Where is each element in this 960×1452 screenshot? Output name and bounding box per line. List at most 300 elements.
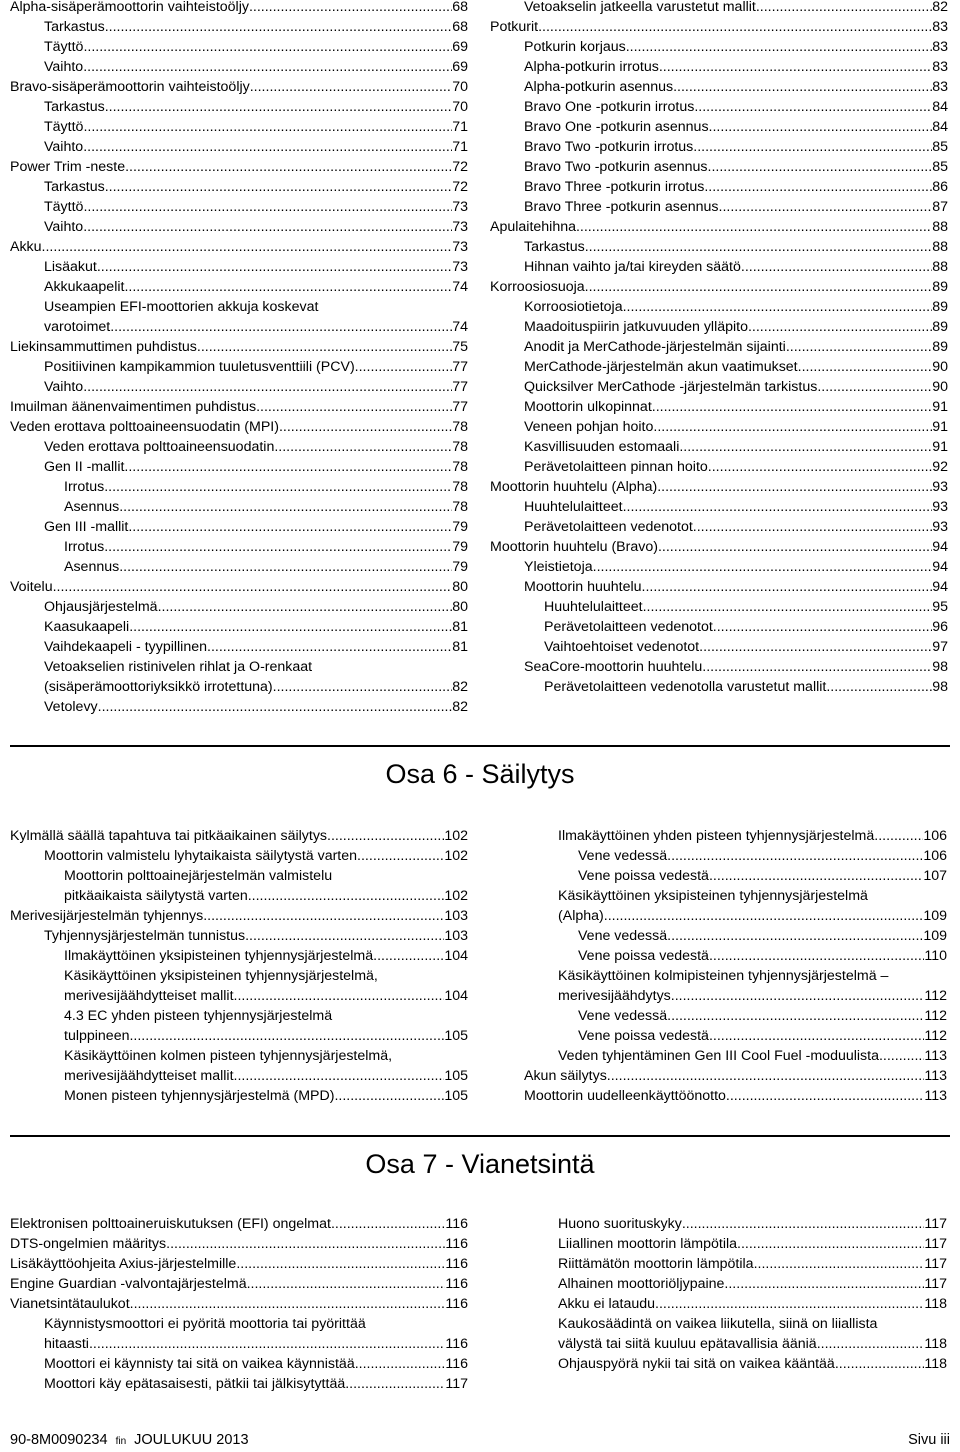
toc-entry-title: (Alpha) [558, 908, 604, 924]
toc-page-number: 72 [452, 179, 468, 195]
toc-entry-title: Moottorin huuhtelu [524, 579, 642, 595]
toc-entry[interactable] [10, 377, 468, 397]
toc-page-number: 82 [932, 0, 948, 15]
toc-entry[interactable] [10, 297, 468, 337]
toc-entry[interactable] [10, 617, 468, 637]
toc-entry[interactable] [490, 337, 948, 357]
footer-left [10, 1430, 249, 1452]
toc-entry[interactable] [490, 617, 948, 637]
toc-entry[interactable] [524, 1234, 947, 1254]
toc-entry-row [578, 1006, 947, 1026]
toc-entry[interactable] [490, 577, 948, 597]
language-code: fin [115, 1436, 127, 1447]
toc-entry[interactable] [524, 846, 947, 866]
toc-entry-title: Merivesijärjestelmän tyhjennys [10, 908, 204, 924]
toc-entry-row [64, 946, 468, 966]
toc-entry-row [578, 1026, 947, 1046]
toc-entry[interactable] [10, 906, 468, 926]
toc-entry[interactable] [490, 637, 948, 657]
toc-entry[interactable] [10, 1314, 468, 1354]
toc-entry[interactable] [10, 1046, 468, 1086]
toc-entry-title: Ohjauspyörä nykii tai sitä on vaikea kääntää [558, 1356, 835, 1372]
toc-entry[interactable] [10, 697, 468, 717]
toc-entry-row [558, 1334, 947, 1354]
toc-entry[interactable] [10, 1086, 468, 1106]
toc-entry[interactable] [490, 477, 948, 497]
toc-entry-title: Gen III -mallit [44, 519, 129, 535]
toc-page-number: 110 [924, 948, 947, 964]
toc-entry[interactable] [10, 946, 468, 966]
toc-page-number: 93 [932, 519, 948, 535]
toc-entry[interactable] [10, 57, 468, 77]
toc-entry[interactable] [10, 217, 468, 237]
toc-entry-title: Ilmakäyttöinen yksipisteinen tyhjennysjärjestelmä [64, 948, 374, 964]
toc-dot-leader [124, 277, 452, 297]
toc-dot-leader [250, 77, 452, 97]
toc-entry-row [44, 217, 468, 237]
toc-entry[interactable] [490, 277, 948, 297]
toc-entry-row [64, 477, 468, 497]
toc-dot-leader [653, 417, 932, 437]
toc-dot-leader [197, 337, 452, 357]
toc-entry[interactable] [490, 237, 948, 257]
toc-entry-row [44, 926, 468, 946]
toc-entry-row [578, 846, 947, 866]
toc-entry[interactable] [10, 17, 468, 37]
toc-entry[interactable] [490, 117, 948, 137]
toc-page-number: 71 [452, 139, 468, 155]
toc-entry-title: Bravo Three -potkurin irrotus [524, 179, 705, 195]
toc-entry[interactable] [524, 1294, 947, 1314]
toc-entry[interactable] [490, 437, 948, 457]
toc-entry-row [44, 57, 468, 77]
toc-entry-title: Vaihdekaapeli - tyypillinen [44, 639, 207, 655]
toc-page-number: 74 [452, 279, 468, 295]
toc-entry[interactable] [10, 357, 468, 377]
toc-entry-title: Perävetolaitteen vedenotot [544, 619, 713, 635]
toc-entry-title: Vene poissa vedestä [578, 1028, 709, 1044]
toc-dot-leader [817, 377, 932, 397]
toc-page-number: 116 [445, 1256, 468, 1272]
toc-entry-title: Perävetolaitteen vedenotolla varustetut mallit [544, 679, 827, 695]
toc-dot-leader [538, 17, 932, 37]
toc-entry-title: Maadoituspiirin jatkuvuuden ylläpito [524, 319, 748, 335]
toc-entry-row [10, 1274, 468, 1294]
toc-page-number: 79 [452, 559, 468, 575]
toc-entry[interactable] [10, 826, 468, 846]
toc-page-number: 109 [923, 908, 947, 924]
toc-entry[interactable] [524, 1254, 947, 1274]
toc-dot-leader [719, 197, 933, 217]
toc-entry[interactable] [524, 1314, 947, 1354]
toc-entry-title-line: Käynnistysmoottori ei pyöritä moottoria tai pyörittää [44, 1316, 366, 1332]
toc-entry[interactable] [10, 137, 468, 157]
toc-entry[interactable] [524, 826, 947, 846]
toc-entry-row [558, 1294, 947, 1314]
toc-entry[interactable] [524, 926, 947, 946]
toc-page-number: 89 [932, 319, 948, 335]
toc-entry[interactable] [524, 1214, 947, 1234]
toc-entry[interactable] [490, 0, 948, 17]
toc-entry-title: Akun säilytys [524, 1068, 607, 1084]
toc-dot-leader [104, 477, 452, 497]
toc-entry-row [44, 377, 468, 397]
toc-entry[interactable] [490, 37, 948, 57]
toc-entry-title: Bravo Two -potkurin irrotus [524, 139, 694, 155]
toc-entry[interactable] [10, 257, 468, 277]
toc-entry-row [544, 677, 948, 697]
toc-entry-row [44, 357, 468, 377]
toc-entry-row [44, 137, 468, 157]
toc-page-number: 87 [932, 199, 948, 215]
toc-entry-title: Vene poissa vedestä [578, 948, 709, 964]
section-7-right-column [524, 1214, 947, 1374]
toc-dot-leader [345, 1374, 445, 1394]
toc-entry[interactable] [490, 297, 948, 317]
section-6-title: Osa 6 - Säilytys [385, 759, 575, 789]
toc-dot-leader [748, 317, 932, 337]
section-6-right-column [524, 826, 947, 1106]
toc-dot-leader [83, 117, 452, 137]
toc-page-number: 80 [452, 599, 468, 615]
toc-entry-title: Korroosiotietoja [524, 299, 623, 315]
toc-entry[interactable] [490, 397, 948, 417]
toc-entry[interactable] [490, 157, 948, 177]
toc-dot-leader [119, 497, 452, 517]
toc-entry-row [44, 317, 468, 337]
toc-entry[interactable] [10, 657, 468, 697]
toc-dot-leader [274, 437, 452, 457]
toc-entry[interactable] [490, 177, 948, 197]
toc-entry[interactable] [524, 966, 947, 1006]
toc-dot-leader [671, 986, 925, 1006]
toc-entry[interactable] [10, 1006, 468, 1046]
toc-page-number: 118 [924, 1296, 947, 1312]
toc-entry[interactable] [490, 457, 948, 477]
toc-entry[interactable] [10, 966, 468, 1006]
toc-page-number: 83 [932, 79, 948, 95]
toc-entry-title: Moottorin huuhtelu (Bravo) [490, 539, 658, 555]
toc-dot-leader [652, 397, 932, 417]
toc-entry[interactable] [490, 97, 948, 117]
toc-entry-title: Perävetolaitteen pinnan hoito [524, 459, 708, 475]
toc-entry[interactable] [10, 397, 468, 417]
toc-page-number: 106 [923, 828, 947, 844]
toc-entry[interactable] [490, 317, 948, 337]
toc-entry[interactable] [490, 537, 948, 557]
toc-entry-title: Alhainen moottoriöljypaine [558, 1276, 725, 1292]
toc-dot-leader [643, 597, 933, 617]
toc-page-number: 104 [444, 948, 468, 964]
toc-page-number: 109 [923, 928, 947, 944]
toc-entry[interactable] [490, 517, 948, 537]
toc-entry-row [10, 0, 468, 17]
toc-entry[interactable] [490, 137, 948, 157]
toc-dot-leader [874, 826, 923, 846]
toc-entry-row [524, 557, 948, 577]
toc-entry[interactable] [10, 1354, 468, 1374]
toc-entry-title: Korroosiosuoja [490, 279, 585, 295]
toc-entry[interactable] [10, 1214, 468, 1234]
toc-entry-row [10, 157, 468, 177]
toc-dot-leader [667, 1006, 924, 1026]
toc-entry-title: Moottorin valmistelu lyhytaikaista säilytystä varten [44, 848, 358, 864]
toc-entry-title: Elektronisen polttoaineruiskutuksen (EFI) ongelmat [10, 1216, 331, 1232]
toc-entry[interactable] [10, 477, 468, 497]
toc-entry-row [44, 177, 468, 197]
toc-entry[interactable] [524, 1354, 947, 1374]
toc-entry[interactable] [490, 57, 948, 77]
toc-dot-leader [110, 317, 452, 337]
toc-entry[interactable] [10, 557, 468, 577]
toc-dot-leader [83, 377, 452, 397]
toc-entry[interactable] [10, 337, 468, 357]
toc-entry-title: Quicksilver MerCathode -järjestelmän tarkistus [524, 379, 818, 395]
toc-dot-leader [357, 846, 444, 866]
toc-page-number: 106 [923, 848, 947, 864]
toc-entry-row [10, 397, 468, 417]
toc-page-number: 73 [452, 199, 468, 215]
publication-date: JOULUKUU 2013 [134, 1432, 249, 1448]
toc-dot-leader [128, 517, 452, 537]
toc-entry[interactable] [10, 1374, 468, 1394]
toc-page-number: 79 [452, 519, 468, 535]
toc-entry-row [524, 0, 948, 17]
toc-entry-row [490, 477, 948, 497]
toc-entry[interactable] [10, 117, 468, 137]
toc-entry[interactable] [524, 866, 947, 886]
toc-entry-row [524, 37, 948, 57]
toc-dot-leader [334, 1086, 444, 1106]
toc-page-number: 104 [444, 988, 468, 1004]
toc-page-number: 77 [452, 399, 468, 415]
toc-entry[interactable] [10, 577, 468, 597]
toc-entry-title-line: Vetoakselien ristinivelen rihlat ja O-renkaat [44, 659, 313, 675]
toc-dot-leader [704, 177, 932, 197]
toc-page-number: 118 [924, 1356, 947, 1372]
toc-entry-title: Tarkastus [44, 99, 105, 115]
toc-entry[interactable] [490, 597, 948, 617]
toc-entry[interactable] [524, 1274, 947, 1294]
toc-page-number: 88 [932, 219, 948, 235]
toc-entry-row [44, 637, 468, 657]
toc-entry[interactable] [524, 886, 947, 926]
toc-entry[interactable] [490, 677, 948, 697]
toc-entry[interactable] [10, 1234, 468, 1254]
toc-entry-title: Liekinsammuttimen puhdistus [10, 339, 197, 355]
toc-entry[interactable] [10, 437, 468, 457]
toc-dot-leader [124, 457, 452, 477]
toc-dot-leader [373, 946, 444, 966]
toc-entry[interactable] [490, 17, 948, 37]
toc-entry-title: Vaihto [44, 59, 84, 75]
toc-entry-title-line: Useampien EFI-moottorien akkuja koskevat [44, 299, 319, 315]
toc-entry[interactable] [10, 157, 468, 177]
toc-entry[interactable] [10, 517, 468, 537]
toc-entry[interactable] [524, 1066, 947, 1086]
toc-entry-title: pitkäaikaista säilytystä varten [64, 888, 248, 904]
page-number: Sivu iii [908, 1432, 950, 1448]
toc-dot-leader [97, 257, 452, 277]
toc-page-number: 77 [452, 359, 468, 375]
toc-entry[interactable] [10, 97, 468, 117]
toc-dot-leader [119, 557, 452, 577]
toc-entry[interactable] [10, 866, 468, 906]
toc-entry-row [524, 417, 948, 437]
toc-entry-title: Yleistietoja [524, 559, 593, 575]
toc-entry-title: Liiallinen moottorin lämpötila [558, 1236, 738, 1252]
toc-page-number: 105 [444, 1088, 468, 1104]
toc-entry-title: Vene vedessä [578, 1008, 668, 1024]
toc-entry-row [578, 926, 947, 946]
toc-dot-leader [158, 597, 453, 617]
toc-entry-title: MerCathode-järjestelmän akun vaatimukset [524, 359, 798, 375]
toc-dot-leader [248, 886, 445, 906]
toc-entry-row [524, 457, 948, 477]
toc-dot-leader [693, 137, 932, 157]
toc-page-number: 78 [452, 439, 468, 455]
toc-entry[interactable] [524, 1026, 947, 1046]
toc-entry-title: Alpha-potkurin irrotus [524, 59, 659, 75]
toc-dot-leader [576, 217, 932, 237]
toc-entry-row [44, 117, 468, 137]
toc-page-number: 102 [444, 888, 468, 904]
toc-page-number: 107 [923, 868, 947, 884]
toc-entry[interactable] [10, 457, 468, 477]
toc-entry[interactable] [10, 77, 468, 97]
toc-entry-row [490, 277, 948, 297]
toc-page-number: 89 [932, 339, 948, 355]
toc-entry[interactable] [10, 926, 468, 946]
toc-entry-row [524, 297, 948, 317]
toc-entry[interactable] [524, 1006, 947, 1026]
section-7-title: Osa 7 - Vianetsintä [365, 1149, 595, 1179]
toc-entry[interactable] [490, 257, 948, 277]
toc-entry-title: Apulaitehihna [490, 219, 576, 235]
toc-entry-title: Huuhtelulaitteet [524, 499, 623, 515]
toc-entry[interactable] [10, 417, 468, 437]
toc-page-number: 113 [924, 1088, 947, 1104]
toc-page-number: 91 [932, 439, 948, 455]
toc-entry[interactable] [10, 1274, 468, 1294]
toc-dot-leader [667, 846, 923, 866]
toc-dot-leader [249, 0, 452, 17]
toc-entry-title: SeaCore-moottorin huuhtelu [524, 659, 703, 675]
toc-entry-row [64, 497, 468, 517]
toc-page-number: 91 [932, 419, 948, 435]
toc-page-number: 71 [452, 119, 468, 135]
toc-dot-leader [673, 77, 932, 97]
toc-entry-row [64, 1086, 468, 1106]
toc-dot-leader [817, 1334, 925, 1354]
toc-entry-row [558, 1354, 947, 1374]
toc-entry[interactable] [10, 177, 468, 197]
toc-entry[interactable] [10, 237, 468, 257]
toc-page-number: 118 [924, 1336, 947, 1352]
toc-dot-leader [655, 1294, 924, 1314]
toc-entry[interactable] [10, 1294, 468, 1314]
toc-entry[interactable] [10, 1254, 468, 1274]
toc-entry-row [44, 846, 468, 866]
toc-entry[interactable] [490, 377, 948, 397]
toc-entry[interactable] [10, 277, 468, 297]
toc-dot-leader [331, 1214, 445, 1234]
toc-entry[interactable] [10, 0, 468, 17]
toc-entry[interactable] [490, 557, 948, 577]
toc-dot-leader [709, 866, 923, 886]
toc-page-number: 116 [445, 1356, 468, 1372]
toc-page-number: 74 [452, 319, 468, 335]
toc-page-number: 84 [932, 99, 948, 115]
toc-entry-title: (sisäperämoottoriyksikkö irrotettuna) [44, 679, 273, 695]
toc-page-number: 117 [924, 1276, 947, 1292]
toc-entry[interactable] [524, 946, 947, 966]
toc-entry-title: Potkurin korjaus [524, 39, 626, 55]
toc-page-number: 75 [452, 339, 468, 355]
toc-dot-leader [708, 457, 932, 477]
toc-entry[interactable] [10, 37, 468, 57]
toc-dot-leader [585, 237, 933, 257]
toc-entry-title: Akku ei lataudu [558, 1296, 656, 1312]
toc-entry[interactable] [10, 846, 468, 866]
toc-entry-row [558, 1046, 947, 1066]
toc-entry[interactable] [490, 417, 948, 437]
toc-entry-title: Irrotus [64, 539, 105, 555]
toc-entry-title: Vaihto [44, 379, 84, 395]
toc-entry-title: Vetoakselin jatkeella varustetut mallit [524, 0, 756, 15]
toc-dot-leader [667, 926, 923, 946]
toc-dot-leader [83, 217, 452, 237]
toc-entry[interactable] [10, 637, 468, 657]
toc-entry[interactable] [490, 357, 948, 377]
toc-entry[interactable] [490, 657, 948, 677]
toc-entry[interactable] [524, 1086, 947, 1106]
toc-entry-title: Hihnan vaihto ja/tai kireyden säätö [524, 259, 741, 275]
toc-entry[interactable] [490, 77, 948, 97]
toc-entry[interactable] [524, 1046, 947, 1066]
toc-entry-title: Potkurit [490, 19, 539, 35]
toc-top-left-column [10, 0, 468, 717]
toc-entry-title: Vaihto [44, 219, 84, 235]
toc-entry-title: Engine Guardian -valvontajärjestelmä [10, 1276, 247, 1292]
toc-dot-leader [273, 677, 453, 697]
toc-entry-title: Vene poissa vedestä [578, 868, 709, 884]
toc-entry[interactable] [490, 497, 948, 517]
toc-page-number: 105 [444, 1068, 468, 1084]
toc-entry-row [524, 437, 948, 457]
toc-entry-title: Bravo One -potkurin asennus [524, 119, 709, 135]
toc-entry-row [10, 77, 468, 97]
toc-entry-row [490, 217, 948, 237]
toc-entry-row [44, 677, 468, 697]
toc-dot-leader [105, 97, 453, 117]
toc-entry[interactable] [10, 197, 468, 217]
toc-entry[interactable] [10, 597, 468, 617]
toc-entry[interactable] [490, 217, 948, 237]
toc-entry[interactable] [10, 537, 468, 557]
toc-page-number: 95 [932, 599, 948, 615]
toc-page-number: 89 [932, 279, 948, 295]
toc-entry-title: Akkukaapelit [44, 279, 125, 295]
toc-entry-title: Riittämätön moottorin lämpötila [558, 1256, 754, 1272]
toc-dot-leader [694, 97, 932, 117]
toc-page-number: 93 [932, 479, 948, 495]
toc-entry-row [10, 417, 468, 437]
toc-entry[interactable] [490, 197, 948, 217]
toc-entry[interactable] [10, 497, 468, 517]
toc-page-number: 72 [452, 159, 468, 175]
toc-page-number: 88 [932, 239, 948, 255]
